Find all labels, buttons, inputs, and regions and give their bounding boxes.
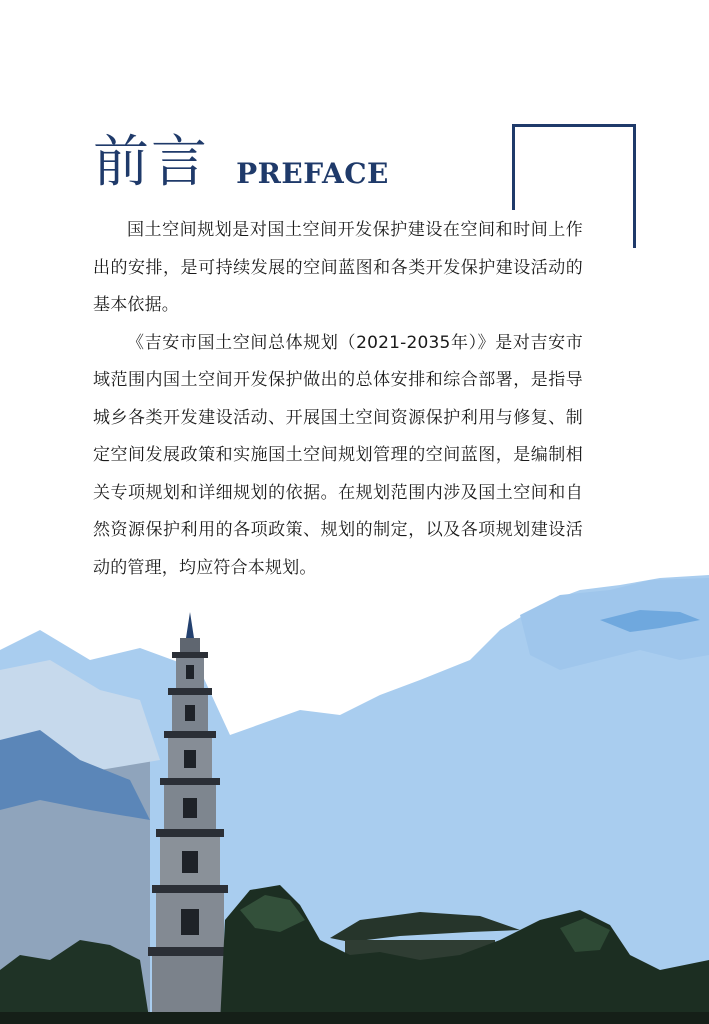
pagoda-landscape-illustration xyxy=(0,560,709,1024)
heading-chinese: 前言 xyxy=(93,130,209,195)
page-heading xyxy=(93,118,389,195)
ground-strip xyxy=(0,1012,709,1024)
corner-frame-stem xyxy=(512,124,515,210)
heading-english: PREFACE xyxy=(236,157,389,190)
preface-body xyxy=(93,212,583,587)
paragraph-1: 国土空间规划是对国土空间开发保护建设在空间和时间上作出的安排，是可持续发展的空间蓝图和各类开发保护建设活动的基本依据。 xyxy=(93,220,583,315)
paragraph-2: 《吉安市国土空间总体规划（2021-2035年）》是对吉安市域范围内国土空间开发保护做出的总体安排和综合部署，是指导城乡各类开发建设活动、开展国土空间资源保护利用与修复、制定空间发展政策和实施国土空间规划管理的空间蓝图，是编制相关专项规划和详细规划的依据。在规划范围内涉及国土空间和自然资源保护利用的各项政策、规划的制定，以及各项规划建设活动的管理，均应符合本规划。 xyxy=(93,332,583,578)
